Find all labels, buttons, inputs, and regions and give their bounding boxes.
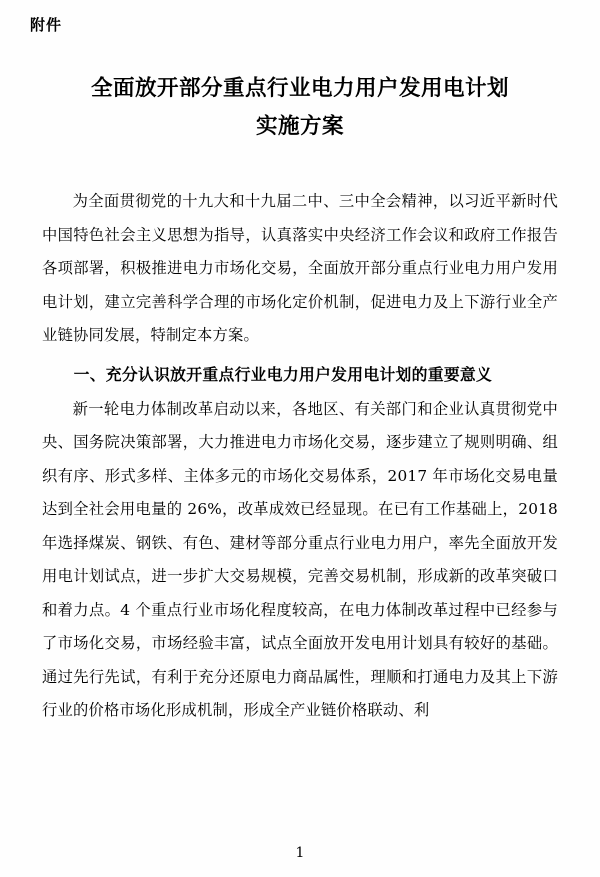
paragraph: 为全面贯彻党的十九大和十九届二中、三中全会精神，以习近平新时代中国特色社会主义思想为指导，认真落实中央经济工作会议和政府工作报告各项部署，积极推进电力市场化交易，全面放开部分重点行业电力用户发用电计划，建立完善科学合理的市场化定价机制，促进电力及上下游行业全产业链协同发展，特制定本方案。 <box>42 192 558 344</box>
document-body <box>42 185 558 728</box>
page-title <box>50 70 550 146</box>
page-title-line-1: 全面放开部分重点行业电力用户发用电计划 <box>90 76 509 101</box>
page-number: 1 <box>295 845 305 861</box>
page-title-line-2: 实施方案 <box>255 114 344 139</box>
paragraph: 新一轮电力体制改革启动以来，各地区、有关部门和企业认真贯彻党中央、国务院决策部署，大力推进电力市场化交易，逐步建立了规则明确、组织有序、形式多样、主体多元的市场化交易体系，2017 年市场化交易电量达到全社会用电量的 26%，改革成效已经显现。在已有工作基础上，2018 年选择煤炭、钢铁、有色、建材等部分重点行业电力用户，率先全面放开发用电计划试点，进一步扩大交易规模，完善交易机制，形成新的改革突破口和着力点。4 个重点行业市场化程度较高，在电力体制改革过程中已经参与了市场化交易，市场经验丰富，试点全面放开发电用计划具有较好的基础。通过先行先试，有利于充分还原电力商品属性，理顺和打通电力及其上下游行业的价格市场化形成机制，形成全产业链价格联动、利 <box>42 399 558 719</box>
section-heading: 一、充分认识放开重点行业电力用户发用电计划的重要意义 <box>73 364 493 384</box>
attachment-label: 附件 <box>30 16 63 34</box>
